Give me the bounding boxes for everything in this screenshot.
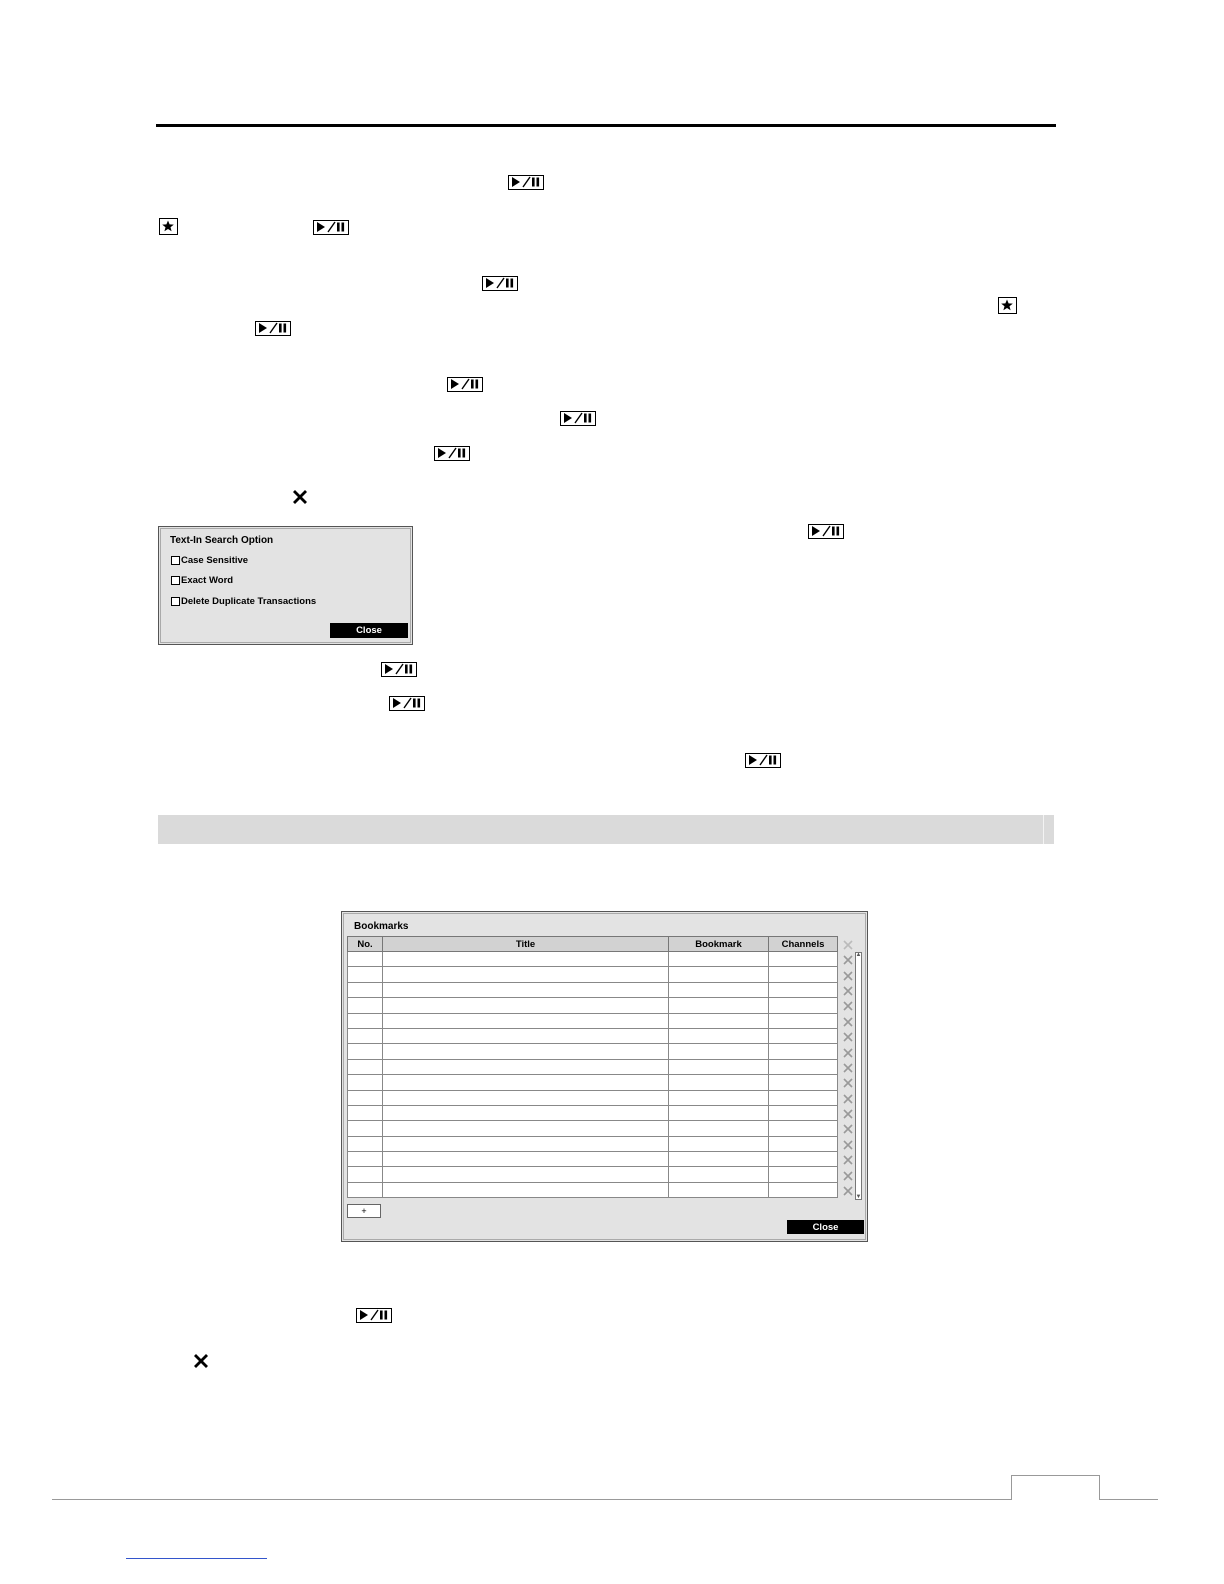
cell-bookmark[interactable]: [669, 1136, 769, 1151]
section-heading-band: [158, 815, 1054, 844]
exact-word-option[interactable]: [171, 575, 233, 586]
cell-bookmark[interactable]: [669, 1182, 769, 1197]
play-pause-icon: [560, 411, 596, 426]
play-pause-icon: [508, 175, 544, 190]
cell-channels[interactable]: [769, 1059, 838, 1074]
cell-title[interactable]: [383, 1105, 669, 1120]
cell-channels[interactable]: [769, 1167, 838, 1182]
play-pause-icon: [482, 276, 518, 291]
cell-title[interactable]: [383, 1028, 669, 1043]
exact-word-checkbox[interactable]: [171, 576, 180, 585]
cell-channels[interactable]: [769, 1121, 838, 1136]
cell-title[interactable]: [383, 1121, 669, 1136]
table-row[interactable]: [348, 1044, 858, 1059]
cell-bookmark[interactable]: [669, 1105, 769, 1120]
dialog-title: Bookmarks: [354, 921, 409, 932]
cell-channels[interactable]: [769, 982, 838, 997]
cell-channels[interactable]: [769, 1182, 838, 1197]
cell-channels[interactable]: [769, 1075, 838, 1090]
cell-no[interactable]: [348, 1182, 383, 1197]
cell-no[interactable]: [348, 1136, 383, 1151]
column-header-channels: Channels: [769, 937, 838, 952]
case-sensitive-label: Case Sensitive: [181, 555, 249, 566]
table-row[interactable]: [348, 1013, 858, 1028]
cell-title[interactable]: [383, 1152, 669, 1167]
cell-title[interactable]: [383, 967, 669, 982]
scroll-down-icon[interactable]: ▼: [855, 1194, 862, 1200]
close-button[interactable]: Close: [330, 623, 408, 638]
case-sensitive-option[interactable]: [171, 555, 248, 566]
cell-channels[interactable]: [769, 1152, 838, 1167]
cell-channels[interactable]: [769, 1136, 838, 1151]
cell-bookmark[interactable]: [669, 1090, 769, 1105]
text-in-search-option-dialog: [158, 526, 413, 645]
table-row[interactable]: [348, 1136, 858, 1151]
cell-bookmark[interactable]: [669, 1013, 769, 1028]
cell-no[interactable]: [348, 1028, 383, 1043]
close-button[interactable]: Close: [787, 1220, 864, 1234]
cell-bookmark[interactable]: [669, 1028, 769, 1043]
cell-no[interactable]: [348, 952, 383, 967]
cell-no[interactable]: [348, 1044, 383, 1059]
cell-no[interactable]: [348, 1167, 383, 1182]
dialog-title: Text-In Search Option: [170, 535, 274, 546]
cell-bookmark[interactable]: [669, 1152, 769, 1167]
delete-all-header[interactable]: [838, 937, 858, 952]
table-row[interactable]: [348, 967, 858, 982]
cell-title[interactable]: [383, 1044, 669, 1059]
cell-no[interactable]: [348, 1090, 383, 1105]
cell-no[interactable]: [348, 1013, 383, 1028]
table-row[interactable]: [348, 1182, 858, 1197]
header-rule: [156, 124, 1056, 127]
play-pause-icon: [356, 1308, 392, 1323]
table-row[interactable]: [348, 998, 858, 1013]
cell-channels[interactable]: [769, 1028, 838, 1043]
cell-bookmark[interactable]: [669, 967, 769, 982]
cell-bookmark[interactable]: [669, 1075, 769, 1090]
column-header-title: Title: [383, 937, 669, 952]
delete-duplicate-checkbox[interactable]: [171, 597, 180, 606]
exact-word-label: Exact Word: [181, 575, 234, 586]
footer-link-underline[interactable]: [126, 1558, 267, 1559]
cell-channels[interactable]: [769, 952, 838, 967]
cell-no[interactable]: [348, 1121, 383, 1136]
table-row[interactable]: [348, 1090, 858, 1105]
x-cancel-icon: [291, 488, 309, 506]
star-icon: [998, 297, 1017, 314]
cell-bookmark[interactable]: [669, 998, 769, 1013]
cell-no[interactable]: [348, 1105, 383, 1120]
play-pause-icon: [447, 377, 483, 392]
scroll-up-icon[interactable]: ▲: [855, 952, 862, 958]
cell-title[interactable]: [383, 982, 669, 997]
add-bookmark-button[interactable]: +: [347, 1204, 381, 1218]
cell-bookmark[interactable]: [669, 1059, 769, 1074]
cell-no[interactable]: [348, 1059, 383, 1074]
table-row[interactable]: [348, 1059, 858, 1074]
delete-duplicate-option[interactable]: [171, 596, 316, 607]
section-band-divider: [1043, 815, 1044, 844]
table-row[interactable]: [348, 1028, 858, 1043]
play-pause-icon: [381, 662, 417, 677]
cell-no[interactable]: [348, 967, 383, 982]
case-sensitive-checkbox[interactable]: [171, 556, 180, 565]
cell-bookmark[interactable]: [669, 1167, 769, 1182]
page-number-tab: [1011, 1475, 1100, 1500]
table-header-row: [348, 937, 858, 952]
cell-no[interactable]: [348, 982, 383, 997]
bookmarks-dialog: [341, 911, 868, 1242]
play-pause-icon: [745, 753, 781, 768]
cell-title[interactable]: [383, 1136, 669, 1151]
table-row[interactable]: [348, 1105, 858, 1120]
column-header-bookmark: Bookmark: [669, 937, 769, 952]
cell-no[interactable]: [348, 998, 383, 1013]
cell-title[interactable]: [383, 1090, 669, 1105]
table-row[interactable]: [348, 1152, 858, 1167]
delete-duplicate-label: Delete Duplicate Transactions: [181, 596, 317, 607]
table-row[interactable]: [348, 1121, 858, 1136]
cell-no[interactable]: [348, 1152, 383, 1167]
x-cancel-icon: [192, 1352, 210, 1370]
cell-title[interactable]: [383, 1013, 669, 1028]
play-pause-icon: [389, 696, 425, 711]
footer-rule: [52, 1499, 1158, 1500]
bookmarks-table: [347, 936, 858, 1198]
cell-bookmark[interactable]: [669, 952, 769, 967]
star-icon: [159, 218, 178, 235]
play-pause-icon: [808, 524, 844, 539]
cell-bookmark[interactable]: [669, 1044, 769, 1059]
cell-title[interactable]: [383, 952, 669, 967]
table-row[interactable]: [348, 982, 858, 997]
cell-channels[interactable]: [769, 1090, 838, 1105]
cell-title[interactable]: [383, 998, 669, 1013]
table-row[interactable]: [348, 952, 858, 967]
play-pause-icon: [434, 446, 470, 461]
cell-channels[interactable]: [769, 1105, 838, 1120]
delete-all-icon[interactable]: [843, 940, 853, 950]
table-row[interactable]: [348, 1167, 858, 1182]
cell-title[interactable]: [383, 1182, 669, 1197]
cell-channels[interactable]: [769, 1013, 838, 1028]
play-pause-icon: [255, 321, 291, 336]
cell-channels[interactable]: [769, 967, 838, 982]
cell-bookmark[interactable]: [669, 1121, 769, 1136]
cell-channels[interactable]: [769, 998, 838, 1013]
scrollbar[interactable]: [855, 952, 862, 1200]
cell-channels[interactable]: [769, 1044, 838, 1059]
cell-title[interactable]: [383, 1075, 669, 1090]
table-row[interactable]: [348, 1075, 858, 1090]
cell-no[interactable]: [348, 1075, 383, 1090]
play-pause-icon: [313, 220, 349, 235]
cell-bookmark[interactable]: [669, 982, 769, 997]
column-header-no: No.: [348, 937, 383, 952]
cell-title[interactable]: [383, 1167, 669, 1182]
cell-title[interactable]: [383, 1059, 669, 1074]
